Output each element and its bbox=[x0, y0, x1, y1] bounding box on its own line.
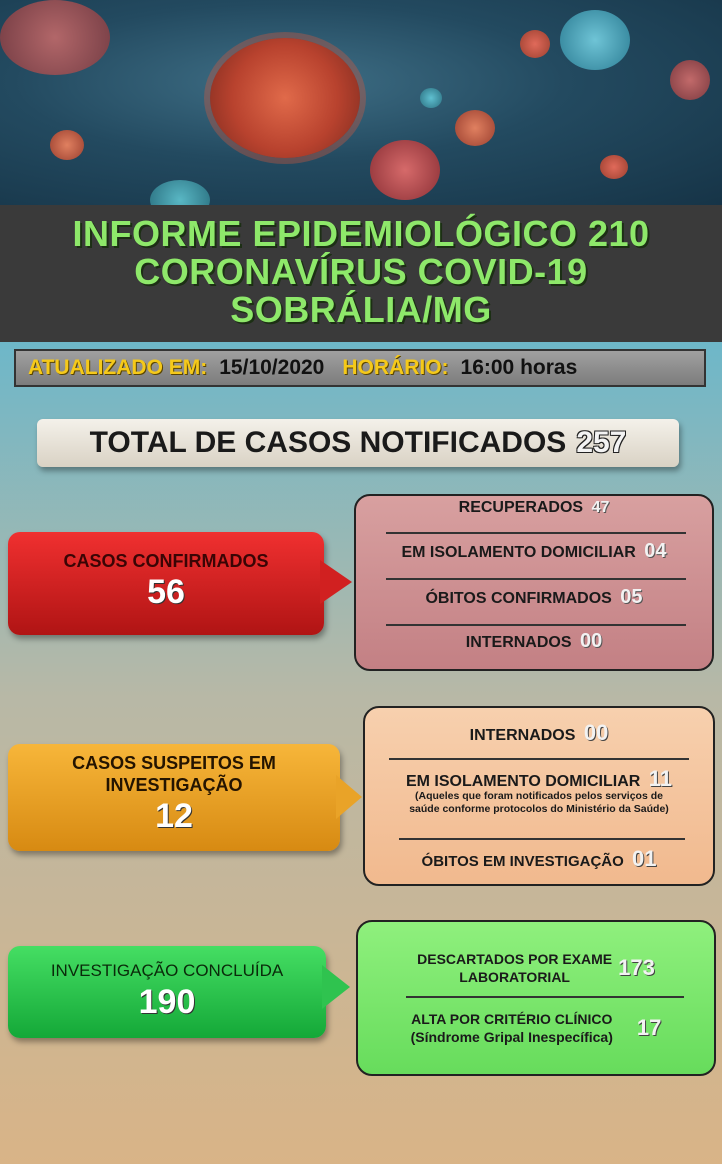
updated-bar bbox=[14, 349, 706, 387]
virus-particle-icon bbox=[420, 88, 442, 108]
arrow-right-icon bbox=[336, 775, 362, 819]
isolation-note bbox=[365, 790, 713, 816]
divider bbox=[386, 578, 686, 580]
detail-row bbox=[356, 499, 712, 517]
concluded-investigation-box bbox=[8, 946, 326, 1038]
detail-row bbox=[365, 846, 713, 872]
detail-row bbox=[365, 720, 713, 746]
confirmed-label: CASOS CONFIRMADOS bbox=[63, 551, 269, 571]
clinical-discharge-label-line2: (Síndrome Gripal Inespecífica) bbox=[410, 1029, 613, 1045]
virus-particle-icon bbox=[560, 10, 630, 70]
clinical-discharge-label-line1: ALTA POR CRITÉRIO CLÍNICO bbox=[411, 1011, 613, 1027]
time-label: HORÁRIO: bbox=[342, 356, 449, 379]
suspected-label-line2: INVESTIGAÇÃO bbox=[105, 775, 243, 795]
detail-row bbox=[365, 766, 713, 792]
deaths-investigation-value: 01 bbox=[631, 846, 657, 871]
suspected-isolation-value: 11 bbox=[648, 766, 673, 791]
report-subtitle: CORONAVÍRUS COVID-19 bbox=[134, 251, 588, 292]
hospitalized-value: 00 bbox=[579, 630, 603, 652]
total-label: TOTAL DE CASOS NOTIFICADOS bbox=[89, 426, 567, 459]
isolation-note-line1: (Aqueles que foram notificados pelos serviços de bbox=[415, 790, 663, 802]
suspected-cases-box bbox=[8, 744, 340, 851]
discarded-label-line1: DESCARTADOS POR EXAME bbox=[417, 951, 613, 967]
deaths-investigation-label: ÓBITOS EM INVESTIGAÇÃO bbox=[421, 853, 624, 870]
divider bbox=[406, 996, 684, 998]
virus-particle-icon bbox=[455, 110, 495, 146]
discarded-label-line2: LABORATORIAL bbox=[459, 969, 570, 985]
divider bbox=[399, 838, 685, 840]
home-isolation-value: 04 bbox=[644, 540, 667, 562]
virus-particle-icon bbox=[50, 130, 84, 160]
divider bbox=[386, 532, 686, 534]
confirmed-deaths-value: 05 bbox=[620, 586, 643, 608]
suspected-isolation-label: EM ISOLAMENTO DOMICILIAR bbox=[405, 773, 641, 790]
total-value: 257 bbox=[576, 426, 627, 459]
divider bbox=[386, 624, 686, 626]
virus-particle-icon bbox=[370, 140, 440, 200]
isolation-note-line2: saúde conforme protocolos do Ministério da Saúde) bbox=[409, 803, 669, 815]
concluded-value: 190 bbox=[138, 983, 196, 1021]
discarded-value: 173 bbox=[618, 955, 655, 980]
home-isolation-label: EM ISOLAMENTO DOMICILIAR bbox=[401, 544, 636, 561]
title-band bbox=[0, 205, 722, 342]
virus-particle-icon bbox=[150, 180, 210, 205]
suspected-hospitalized-label: INTERNADOS bbox=[469, 727, 576, 744]
report-title: INFORME EPIDEMIOLÓGICO 210 bbox=[72, 213, 650, 254]
concluded-details-panel bbox=[356, 920, 716, 1076]
confirmed-details-panel bbox=[354, 494, 714, 671]
detail-row bbox=[356, 586, 712, 609]
recovered-label: RECUPERADOS bbox=[458, 499, 584, 516]
arrow-right-icon bbox=[322, 965, 350, 1009]
recovered-value: 47 bbox=[591, 499, 610, 516]
virus-particle-icon bbox=[670, 60, 710, 100]
confirmed-cases-box bbox=[8, 532, 324, 635]
virus-particle-icon bbox=[0, 0, 110, 75]
detail-row bbox=[358, 950, 714, 986]
divider bbox=[389, 758, 689, 760]
concluded-label: INVESTIGAÇÃO CONCLUÍDA bbox=[50, 961, 284, 980]
detail-row bbox=[358, 1010, 714, 1046]
detail-row bbox=[356, 630, 712, 653]
suspected-value: 12 bbox=[155, 797, 193, 835]
total-notified-box bbox=[37, 419, 679, 467]
updated-label: ATUALIZADO EM: bbox=[28, 356, 208, 379]
clinical-discharge-value: 17 bbox=[636, 1015, 662, 1040]
virus-particle-icon bbox=[210, 38, 360, 158]
updated-date: 15/10/2020 bbox=[219, 356, 325, 379]
hospitalized-label: INTERNADOS bbox=[465, 634, 572, 651]
suspected-label-line1: CASOS SUSPEITOS EM bbox=[72, 753, 276, 773]
virus-particle-icon bbox=[600, 155, 628, 179]
arrow-right-icon bbox=[320, 560, 352, 604]
suspected-details-panel bbox=[363, 706, 715, 886]
virus-particle-icon bbox=[520, 30, 550, 58]
updated-time: 16:00 horas bbox=[460, 356, 578, 379]
detail-row bbox=[356, 540, 712, 563]
coronavirus-hero-image bbox=[0, 0, 722, 205]
confirmed-deaths-label: ÓBITOS CONFIRMADOS bbox=[425, 590, 612, 607]
confirmed-value: 56 bbox=[147, 573, 185, 611]
report-location: SOBRÁLIA/MG bbox=[230, 289, 492, 330]
suspected-hospitalized-value: 00 bbox=[583, 720, 609, 745]
